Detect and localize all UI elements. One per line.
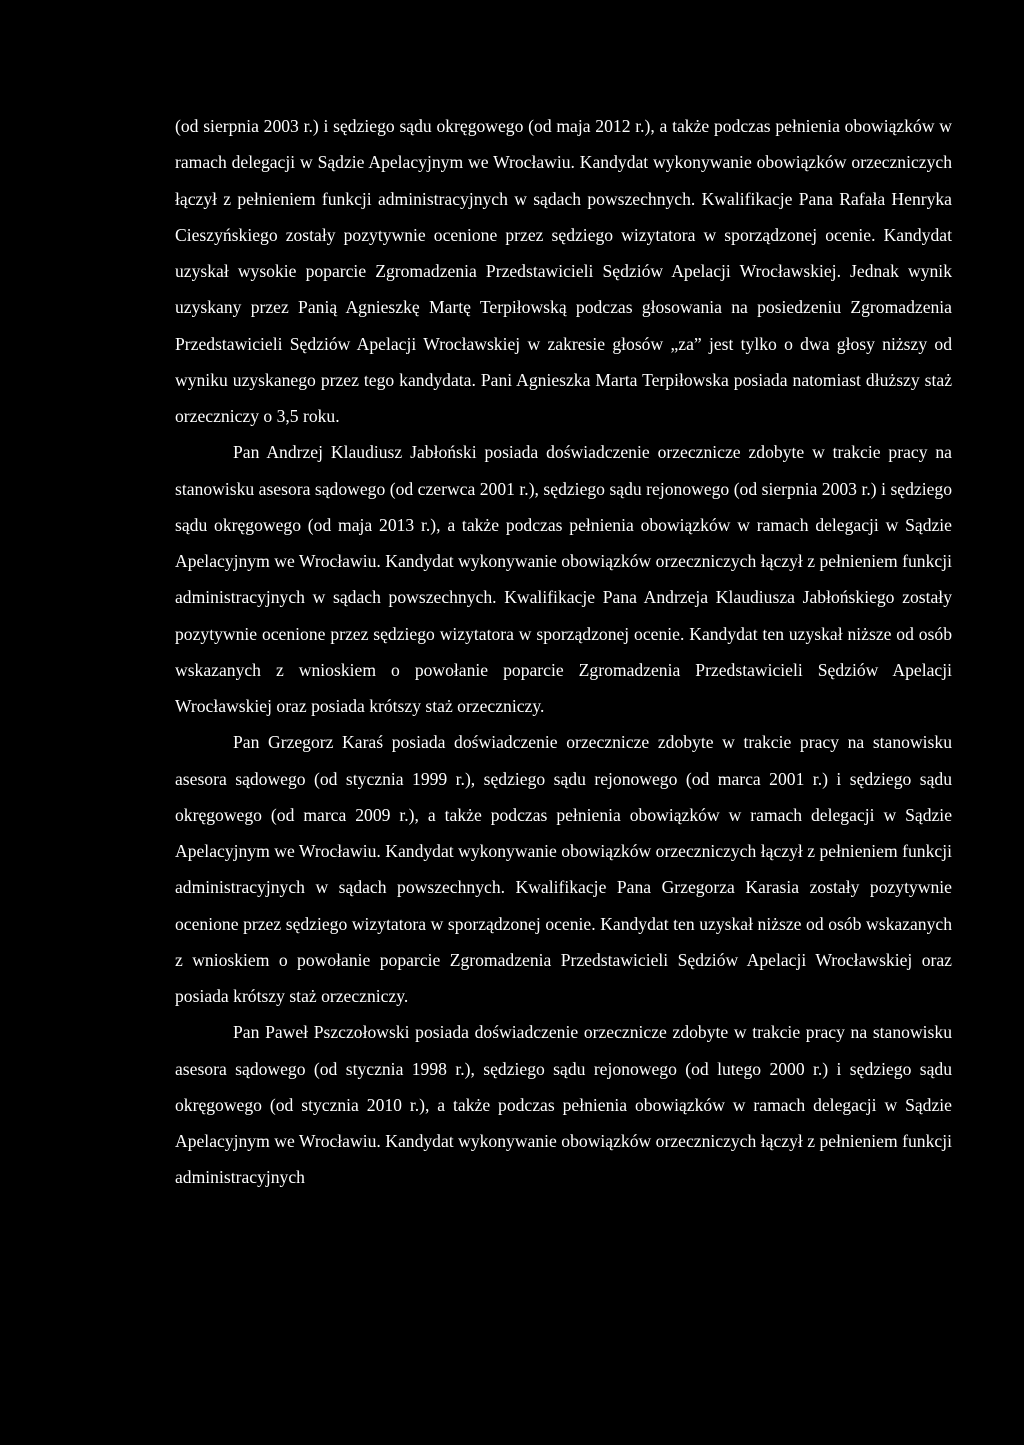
paragraph-jablonski: Pan Andrzej Klaudiusz Jabłoński posiada doświadczenie orzecznicze zdobyte w trakcie pracy na stanowisku asesora sądowego (od czerwca 2001 r.), sędziego sądu rejonowego (od sierpnia 2003 r.) i sędziego sądu okręgowego (od maja 2013 r.), a także podczas pełnienia obowiązków w ramach delegacji w Sądzie Apelacyjnym we Wrocławiu. Kandydat wykonywanie obowiązków orzeczniczych łączył z pełnieniem funkcji administracyjnych w sądach powszechnych. Kwalifikacje Pana Andrzeja Klaudiusza Jabłońskiego zostały pozytywnie ocenione przez sędziego wizytatora w sporządzonej ocenie. Kandydat ten uzyskał niższe od osób wskazanych z wnioskiem o powołanie poparcie Zgromadzenia Przedstawicieli Sędziów Apelacji Wrocławskiej oraz posiada krótszy staż orzeczniczy. <box>175 442 952 716</box>
paragraph-cieszynski-continuation: (od sierpnia 2003 r.) i sędziego sądu okręgowego (od maja 2012 r.), a także podczas pełnienia obowiązków w ramach delegacji w Sądzie Apelacyjnym we Wrocławiu. Kandydat wykonywanie obowiązków orzeczniczych łączył z pełnieniem funkcji administracyjnych w sądach powszechnych. Kwalifikacje Pana Rafała Henryka Cieszyńskiego zostały pozytywnie ocenione przez sędziego wizytatora w sporządzonej ocenie. Kandydat uzyskał wysokie poparcie Zgromadzenia Przedstawicieli Sędziów Apelacji Wrocławskiej. Jednak wynik uzyskany przez Panią Agnieszkę Martę Terpiłowską podczas głosowania na posiedzeniu Zgromadzenia Przedstawicieli Sędziów Apelacji Wrocławskiej w zakresie głosów „za” jest tylko o dwa głosy niższy od wyniku uzyskanego przez tego kandydata. Pani Agnieszka Marta Terpiłowska posiada natomiast dłuższy staż orzeczniczy o 3,5 roku. <box>175 116 952 426</box>
paragraph-karas: Pan Grzegorz Karaś posiada doświadczenie orzecznicze zdobyte w trakcie pracy na stanowisku asesora sądowego (od stycznia 1999 r.), sędziego sądu rejonowego (od marca 2001 r.) i sędziego sądu okręgowego (od marca 2009 r.), a także podczas pełnienia obowiązków w ramach delegacji w Sądzie Apelacyjnym we Wrocławiu. Kandydat wykonywanie obowiązków orzeczniczych łączył z pełnieniem funkcji administracyjnych w sądach powszechnych. Kwalifikacje Pana Grzegorza Karasia zostały pozytywnie ocenione przez sędziego wizytatora w sporządzonej ocenie. Kandydat ten uzyskał niższe od osób wskazanych z wnioskiem o powołanie poparcie Zgromadzenia Przedstawicieli Sędziów Apelacji Wrocławskiej oraz posiada krótszy staż orzeczniczy. <box>175 732 952 1006</box>
document-body <box>175 108 952 1196</box>
paragraph-pszczolowski: Pan Paweł Pszczołowski posiada doświadczenie orzecznicze zdobyte w trakcie pracy na stanowisku asesora sądowego (od stycznia 1998 r.), sędziego sądu rejonowego (od lutego 2000 r.) i sędziego sądu okręgowego (od stycznia 2010 r.), a także podczas pełnienia obowiązków w ramach delegacji w Sądzie Apelacyjnym we Wrocławiu. Kandydat wykonywanie obowiązków orzeczniczych łączył z pełnieniem funkcji administracyjnych <box>175 1022 952 1188</box>
